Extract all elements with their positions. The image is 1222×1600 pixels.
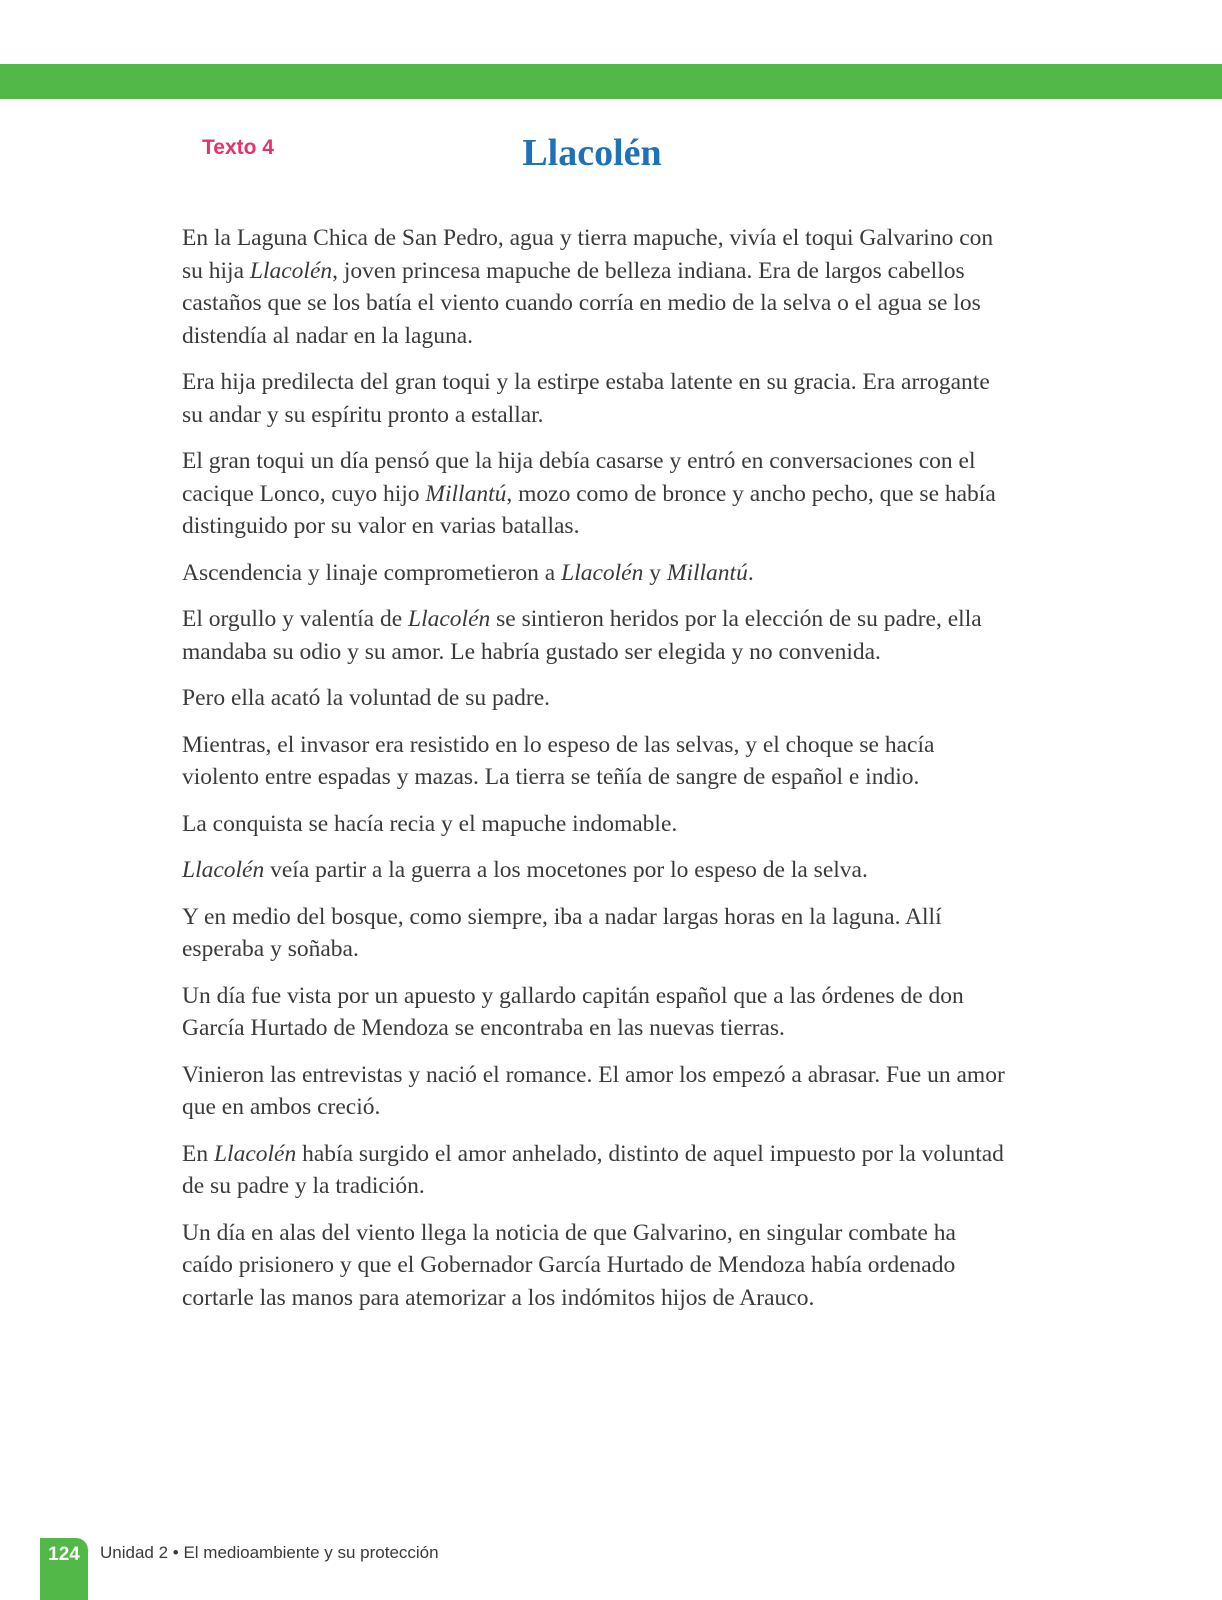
story-paragraph	[182, 1217, 1012, 1315]
text-run: Era hija predilecta del gran toqui y la estirpe estaba latente en su gracia. Era arrogante su andar y su espíritu pronto a estallar.	[182, 369, 990, 428]
text-run: Y en medio del bosque, como siempre, iba a nadar largas horas en la laguna. Allí esperaba y soñaba.	[182, 903, 942, 962]
text-run: En	[182, 1140, 214, 1167]
story-paragraph	[182, 682, 1012, 715]
text-run: Ascendencia y linaje comprometieron a	[182, 559, 562, 586]
story-paragraph	[182, 557, 1012, 590]
page-title: Llacolén	[522, 132, 662, 174]
text-run: Un día en alas del viento llega la noticia de que Galvarino, en singular combate ha caído prisionero y que el Gobernador García Hurtado de Mendoza había ordenado cortarle las manos para atemorizar a los indómitos hijos de Arauco.	[182, 1219, 956, 1311]
text-run: Un día fue vista por un apuesto y gallardo capitán español que a las órdenes de don García Hurtado de Mendoza se encontraba en las nuevas tierras.	[182, 982, 964, 1041]
story-paragraph	[182, 1059, 1012, 1124]
story-paragraph	[182, 854, 1012, 887]
text-run: , mozo como de bronce y ancho pecho, que se había distinguido por su valor en varias batallas.	[182, 480, 996, 539]
text-run: , joven princesa mapuche de belleza indiana. Era de largos cabellos castaños que se los batía el viento cuando corría en medio de la selva o el agua se los distendía al nadar en la laguna.	[182, 257, 981, 349]
text-run: Pero ella acató la voluntad de su padre.	[182, 685, 551, 711]
footer-unit-title: Unidad 2 • El medioambiente y su protección	[100, 1543, 439, 1562]
italic-name: Millantú	[425, 480, 507, 507]
text-run: veía partir a la guerra a los mocetones por lo espeso de la selva.	[264, 857, 868, 883]
italic-name: Llacolén	[561, 559, 644, 586]
story-body	[182, 222, 1012, 1328]
text-run: Vinieron las entrevistas y nació el romance. El amor los empezó a abrasar. Fue un amor que en ambos creció.	[182, 1061, 1005, 1120]
text-run: había surgido el amor anhelado, distinto de aquel impuesto por la voluntad de su padre y la tradición.	[182, 1140, 1004, 1199]
story-paragraph	[182, 729, 1012, 794]
story-paragraph	[182, 222, 1012, 352]
text-run: .	[747, 559, 754, 586]
text-run: El gran toqui un día pensó que la hija debía casarse y entró en conversaciones con el cacique Lonco, cuyo hijo	[182, 448, 976, 507]
story-paragraph	[182, 1138, 1012, 1203]
text-run: La conquista se hacía recia y el mapuche indomable.	[182, 810, 678, 837]
page-number-badge: 124	[40, 1538, 88, 1600]
italic-name: Llacolén	[182, 857, 265, 883]
text-number-label: Texto 4	[202, 136, 274, 159]
story-paragraph	[182, 901, 1012, 966]
italic-name: Llacolén	[408, 606, 491, 632]
story-paragraph	[182, 980, 1012, 1045]
italic-name: Llacolén	[213, 1140, 297, 1167]
text-run: y	[643, 559, 667, 586]
text-run: se sintieron heridos por la elección de su padre, ella mandaba su odio y su amor. Le habría gustado ser elegida y no convenida.	[182, 606, 982, 665]
italic-name: Millantú	[666, 559, 748, 586]
story-paragraph	[182, 445, 1012, 543]
italic-name: Llacolén	[249, 257, 333, 284]
text-run: En la Laguna Chica de San Pedro, agua y tierra mapuche, vivía el toqui Galvarino con su hija	[182, 225, 994, 284]
text-run: Mientras, el invasor era resistido en lo espeso de las selvas, y el choque se hacía violento entre espadas y mazas. La tierra se teñía de sangre de español e indio.	[182, 731, 935, 790]
story-paragraph	[182, 366, 1012, 431]
story-paragraph	[182, 603, 1012, 668]
top-green-bar	[0, 64, 1222, 99]
text-run: El orgullo y valentía de	[182, 606, 409, 632]
story-paragraph	[182, 808, 1012, 841]
